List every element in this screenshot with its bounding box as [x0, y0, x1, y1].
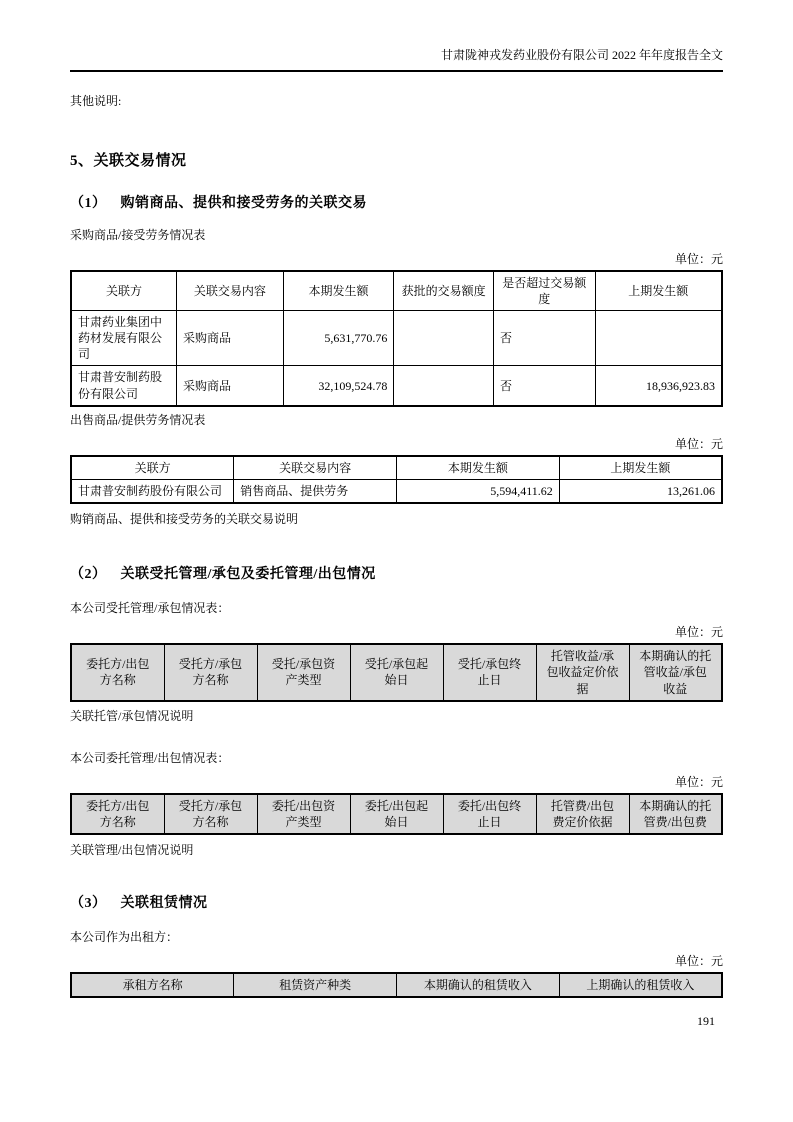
header-row	[71, 794, 722, 834]
header-row	[71, 271, 722, 311]
column-header: 托管费/出包费定价依据	[536, 794, 629, 834]
table-row	[71, 310, 722, 366]
subsection-title: 购销商品、提供和接受劳务的关联交易	[120, 195, 367, 211]
table-cell: 32,109,524.78	[283, 366, 394, 406]
column-header: 获批的交易额度	[394, 271, 494, 311]
column-header: 关联方	[71, 271, 176, 311]
subsection-heading-entrusted-management	[70, 564, 723, 585]
column-header: 受托/承包资产类型	[257, 644, 350, 701]
column-header: 本期确认的托管收益/承包收益	[629, 644, 722, 701]
outsourced-table-caption: 本公司委托管理/出包情况表：	[70, 750, 230, 765]
subsection-heading-related-lease	[70, 893, 723, 914]
column-header: 受托/承包起始日	[350, 644, 443, 701]
lease-table	[70, 972, 723, 998]
column-header: 上期发生额	[595, 271, 722, 311]
column-header: 关联交易内容	[176, 271, 283, 311]
table-cell: 甘肃药业集团中药材发展有限公司	[71, 310, 176, 366]
column-header: 本期确认的租赁收入	[397, 973, 560, 997]
table-cell: 13,261.06	[559, 480, 722, 504]
unit-label: 单位：元	[674, 954, 723, 969]
document-header-title: 甘肃陇神戎发药业股份有限公司 2022 年年度报告全文	[70, 46, 723, 72]
subsection-title: 关联租赁情况	[120, 896, 208, 912]
page-number: 191	[697, 1014, 715, 1029]
table-cell: 5,594,411.62	[397, 480, 560, 504]
column-header: 委托方/出包方名称	[71, 644, 164, 701]
table-cell: 销售商品、提供劳务	[234, 480, 397, 504]
unit-label: 单位：元	[674, 774, 723, 789]
table-cell	[394, 310, 494, 366]
table-cell: 采购商品	[176, 366, 283, 406]
column-header: 关联交易内容	[234, 456, 397, 480]
column-header: 委托/出包起始日	[350, 794, 443, 834]
purchase-table-caption: 采购商品/接受劳务情况表	[70, 227, 206, 242]
column-header: 上期发生额	[559, 456, 722, 480]
subsection-number: （2）	[70, 567, 107, 583]
table-cell	[595, 310, 722, 366]
column-header: 本期发生额	[283, 271, 394, 311]
entrusted-table-caption: 本公司受托管理/承包情况表：	[70, 601, 230, 616]
column-header: 受托方/承包方名称	[164, 644, 257, 701]
column-header: 委托/出包终止日	[443, 794, 536, 834]
header-row	[71, 644, 722, 701]
column-header: 受托/承包终止日	[443, 644, 536, 701]
column-header: 委托/出包资产类型	[257, 794, 350, 834]
table-cell: 5,631,770.76	[283, 310, 394, 366]
section-heading-related-transactions: 5、关联交易情况	[70, 153, 187, 169]
header-row	[71, 456, 722, 480]
unit-label: 单位：元	[674, 625, 723, 640]
outsourced-note: 关联管理/出包情况说明	[70, 843, 194, 858]
sale-goods-table	[70, 455, 723, 504]
table-cell: 否	[493, 310, 595, 366]
subsection-number: （3）	[70, 896, 107, 912]
subsection-title: 关联受托管理/承包及委托管理/出包情况	[120, 567, 376, 583]
column-header: 本期确认的托管费/出包费	[629, 794, 722, 834]
table-cell: 否	[493, 366, 595, 406]
sale-table-caption: 出售商品/提供劳务情况表	[70, 412, 206, 427]
table-cell: 18,936,923.83	[595, 366, 722, 406]
column-header: 是否超过交易额度	[493, 271, 595, 311]
column-header: 租赁资产种类	[234, 973, 397, 997]
table-row	[71, 480, 722, 504]
column-header: 上期确认的租赁收入	[559, 973, 722, 997]
column-header: 本期发生额	[397, 456, 560, 480]
column-header: 关联方	[71, 456, 234, 480]
entrusted-management-table	[70, 643, 723, 702]
unit-label: 单位：元	[674, 251, 723, 266]
table-cell: 甘肃普安制药股份有限公司	[71, 480, 234, 504]
header-row	[71, 973, 722, 997]
purchase-sale-note: 购销商品、提供和接受劳务的关联交易说明	[70, 512, 299, 527]
column-header: 承租方名称	[71, 973, 234, 997]
table-row	[71, 366, 722, 406]
other-note-label: 其他说明:	[70, 94, 122, 108]
table-cell: 采购商品	[176, 310, 283, 366]
outsourced-management-table	[70, 793, 723, 835]
entrusted-note: 关联托管/承包情况说明	[70, 708, 194, 723]
subsection-heading-purchase-sale	[70, 193, 723, 214]
lessor-caption: 本公司作为出租方：	[70, 930, 179, 945]
column-header: 委托方/出包方名称	[71, 794, 164, 834]
table-cell: 甘肃普安制药股份有限公司	[71, 366, 176, 406]
column-header: 受托方/承包方名称	[164, 794, 257, 834]
purchase-goods-table	[70, 270, 723, 407]
subsection-number: （1）	[70, 195, 107, 211]
table-cell	[394, 366, 494, 406]
unit-label: 单位：元	[674, 436, 723, 451]
column-header: 托管收益/承包收益定价依据	[536, 644, 629, 701]
